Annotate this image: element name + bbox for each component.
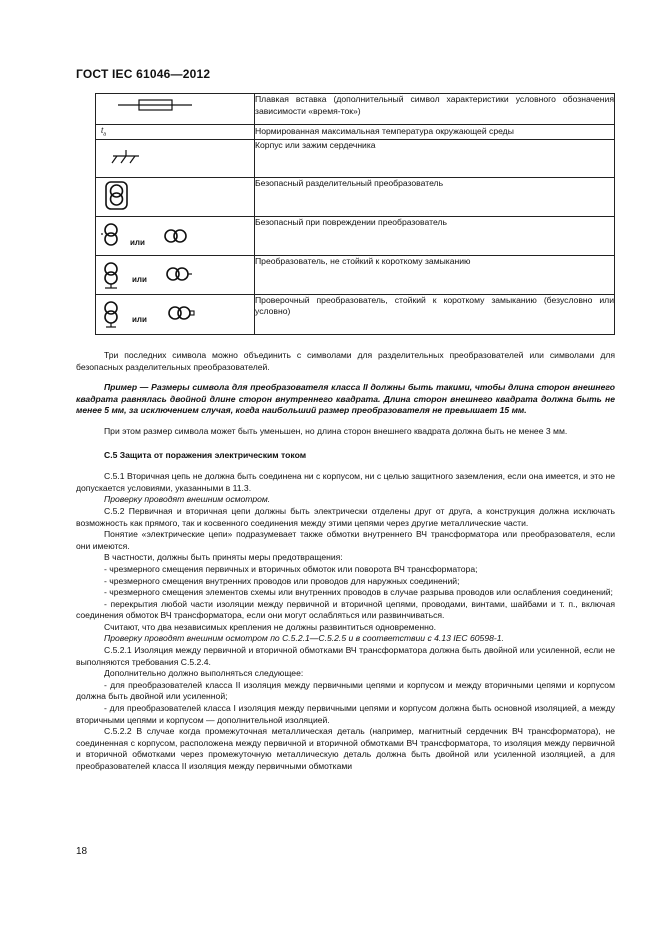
symbol-cell [96,294,255,334]
symbol-cell [96,139,255,177]
check-note: Проверку проводят внешним осмотром. [104,494,271,505]
or-label: или [132,274,147,284]
document-header: ГОСТ IEC 61046—2012 [76,67,211,81]
list-item: - для преобразователей класса I изоляция между первичными цепями и корпусом должна быть основной изоляцией, а между вторичными цепями и корпусом — дополнительной изоляцией. [76,703,615,725]
fuse-icon [96,94,254,125]
safety-isolating-transformer-icon [96,178,254,217]
row-description: Преобразователь, не стойкий к короткому замыканию [255,255,615,294]
table-row [96,177,615,216]
row-description: Плавкая вставка (дополнительный символ характеристики условного обозначения зависимости «время-ток») [255,94,615,125]
row-description: Безопасный при повреждении преобразователь [255,216,615,255]
paragraph: С.5.2 Первичная и вторичная цепи должны быть электрически отделены друг от друга, а конструкция должна исключать возможность как прямого, так и косвенного соединения между этими цепями через другие металлические части. [76,505,615,528]
tn-symbol: $t_a$ [101,126,107,138]
list-item: - перекрытия любой части изоляции между первичной и вторичной цепями, проводами, винтами, шайбами и т. п., включая соединения обмоток ВЧ трансформатора, если они могут ослабляться или развинчиваться. [76,598,615,621]
body-text [76,350,615,773]
list-item: - чрезмерного смещения первичных и вторичных обмоток или поворота ВЧ трансформатора; [104,563,478,574]
row-description: Нормированная максимальная температура окружающей среды [255,125,615,140]
symbol-cell [96,125,255,140]
paragraph: Считают, что два независимых крепления не должны развинтиться одновременно. [104,621,436,632]
fail-safe-transformer-icon [96,217,254,256]
or-label: или [130,237,145,247]
paragraph: Понятие «электрические цепи» подразумевает также обмотки внутреннего ВЧ трансформатора или преобразователя, если они имеются. [76,529,615,551]
table-row [96,216,615,255]
short-circuit-proof-transformer-icon [96,295,254,335]
paragraph: Три последних символа можно объединить с символами для разделительных преобразователей или символами для безопасных разделительных преобразователей. [76,350,615,372]
symbol-cell [96,177,255,216]
row-description: Безопасный разделительный преобразователь [255,177,615,216]
list-item: - чрезмерного смещения внутренних проводов или проводов для наружных соединений; [104,575,460,586]
table-row [96,294,615,334]
non-short-circuit-proof-transformer-icon [96,256,254,295]
or-label: или [132,314,147,324]
symbol-cell [96,216,255,255]
table-row [96,125,615,140]
list-item: - чрезмерного смещения элементов схемы или внутренних проводов в случае разрыва проводов или ослабления соединений; [104,587,613,598]
table-row [96,255,615,294]
paragraph: С.5.1 Вторичная цепь не должна быть соединена ни с корпусом, ни с целью защитного заземления, если она имеется, и это не допускается условиями, указанными в 11.3. [76,471,615,493]
table-row [96,94,615,125]
frame-terminal-icon [96,140,254,178]
symbol-cell [96,255,255,294]
symbols-table [95,93,615,335]
paragraph: В частности, должны быть приняты меры предотвращения: [104,552,343,563]
list-item: - для преобразователей класса II изоляция между первичными цепями и корпусом и между вторичными цепями и корпусом должна быть двойной или усиленной; [76,679,615,702]
check-note: Проверку проводят внешним осмотром по С.5.2.1—С.5.2.5 и в соответствии с 4.13 IEC 60598-1. [104,633,504,644]
paragraph: Дополнительно должно выполняться следующее: [104,668,304,679]
page-number: 18 [76,846,88,857]
paragraph: С.5.2.2 В случае когда промежуточная металлическая деталь (например, магнитный сердечник ВЧ трансформатора), не соединенная с корпусом, расположена между первичной и вторичной обмотками ВЧ трансформатора, то изоляция между первичной и вторичной обмотками через промежуточную металлическую деталь должна быть двойной или усиленной изоляцией, а для преобразователей класса II изоляция между первичными обмотками [76,726,615,771]
section-heading: С.5 Защита от поражения электрическим током [104,449,307,460]
row-description: Проверочный преобразователь, стойкий к короткому замыканию (безусловно или условно) [255,294,615,334]
row-description: Корпус или зажим сердечника [255,139,615,177]
table-row [96,139,615,177]
paragraph: При этом размер символа может быть уменьшен, но длина сторон внешнего квадрата должна быть не менее 3 мм. [104,425,568,436]
paragraph: С.5.2.1 Изоляция между первичной и вторичной обмотками ВЧ трансформатора должна быть двойной или усиленной, если не выполняются требования С.5.2.4. [76,645,615,667]
example-note: Пример — Размеры символа для преобразователя класса II должны быть такими, чтобы длина сторон внешнего квадрата равнялась двойной длине сторон внутреннего квадрата. Длина сторон внешнего квадрата должна быть не менее 5 мм, за исключением случая, когда наибольший размер преобразователя не превышает 15 мм. [76,382,615,416]
symbol-cell [96,94,255,125]
